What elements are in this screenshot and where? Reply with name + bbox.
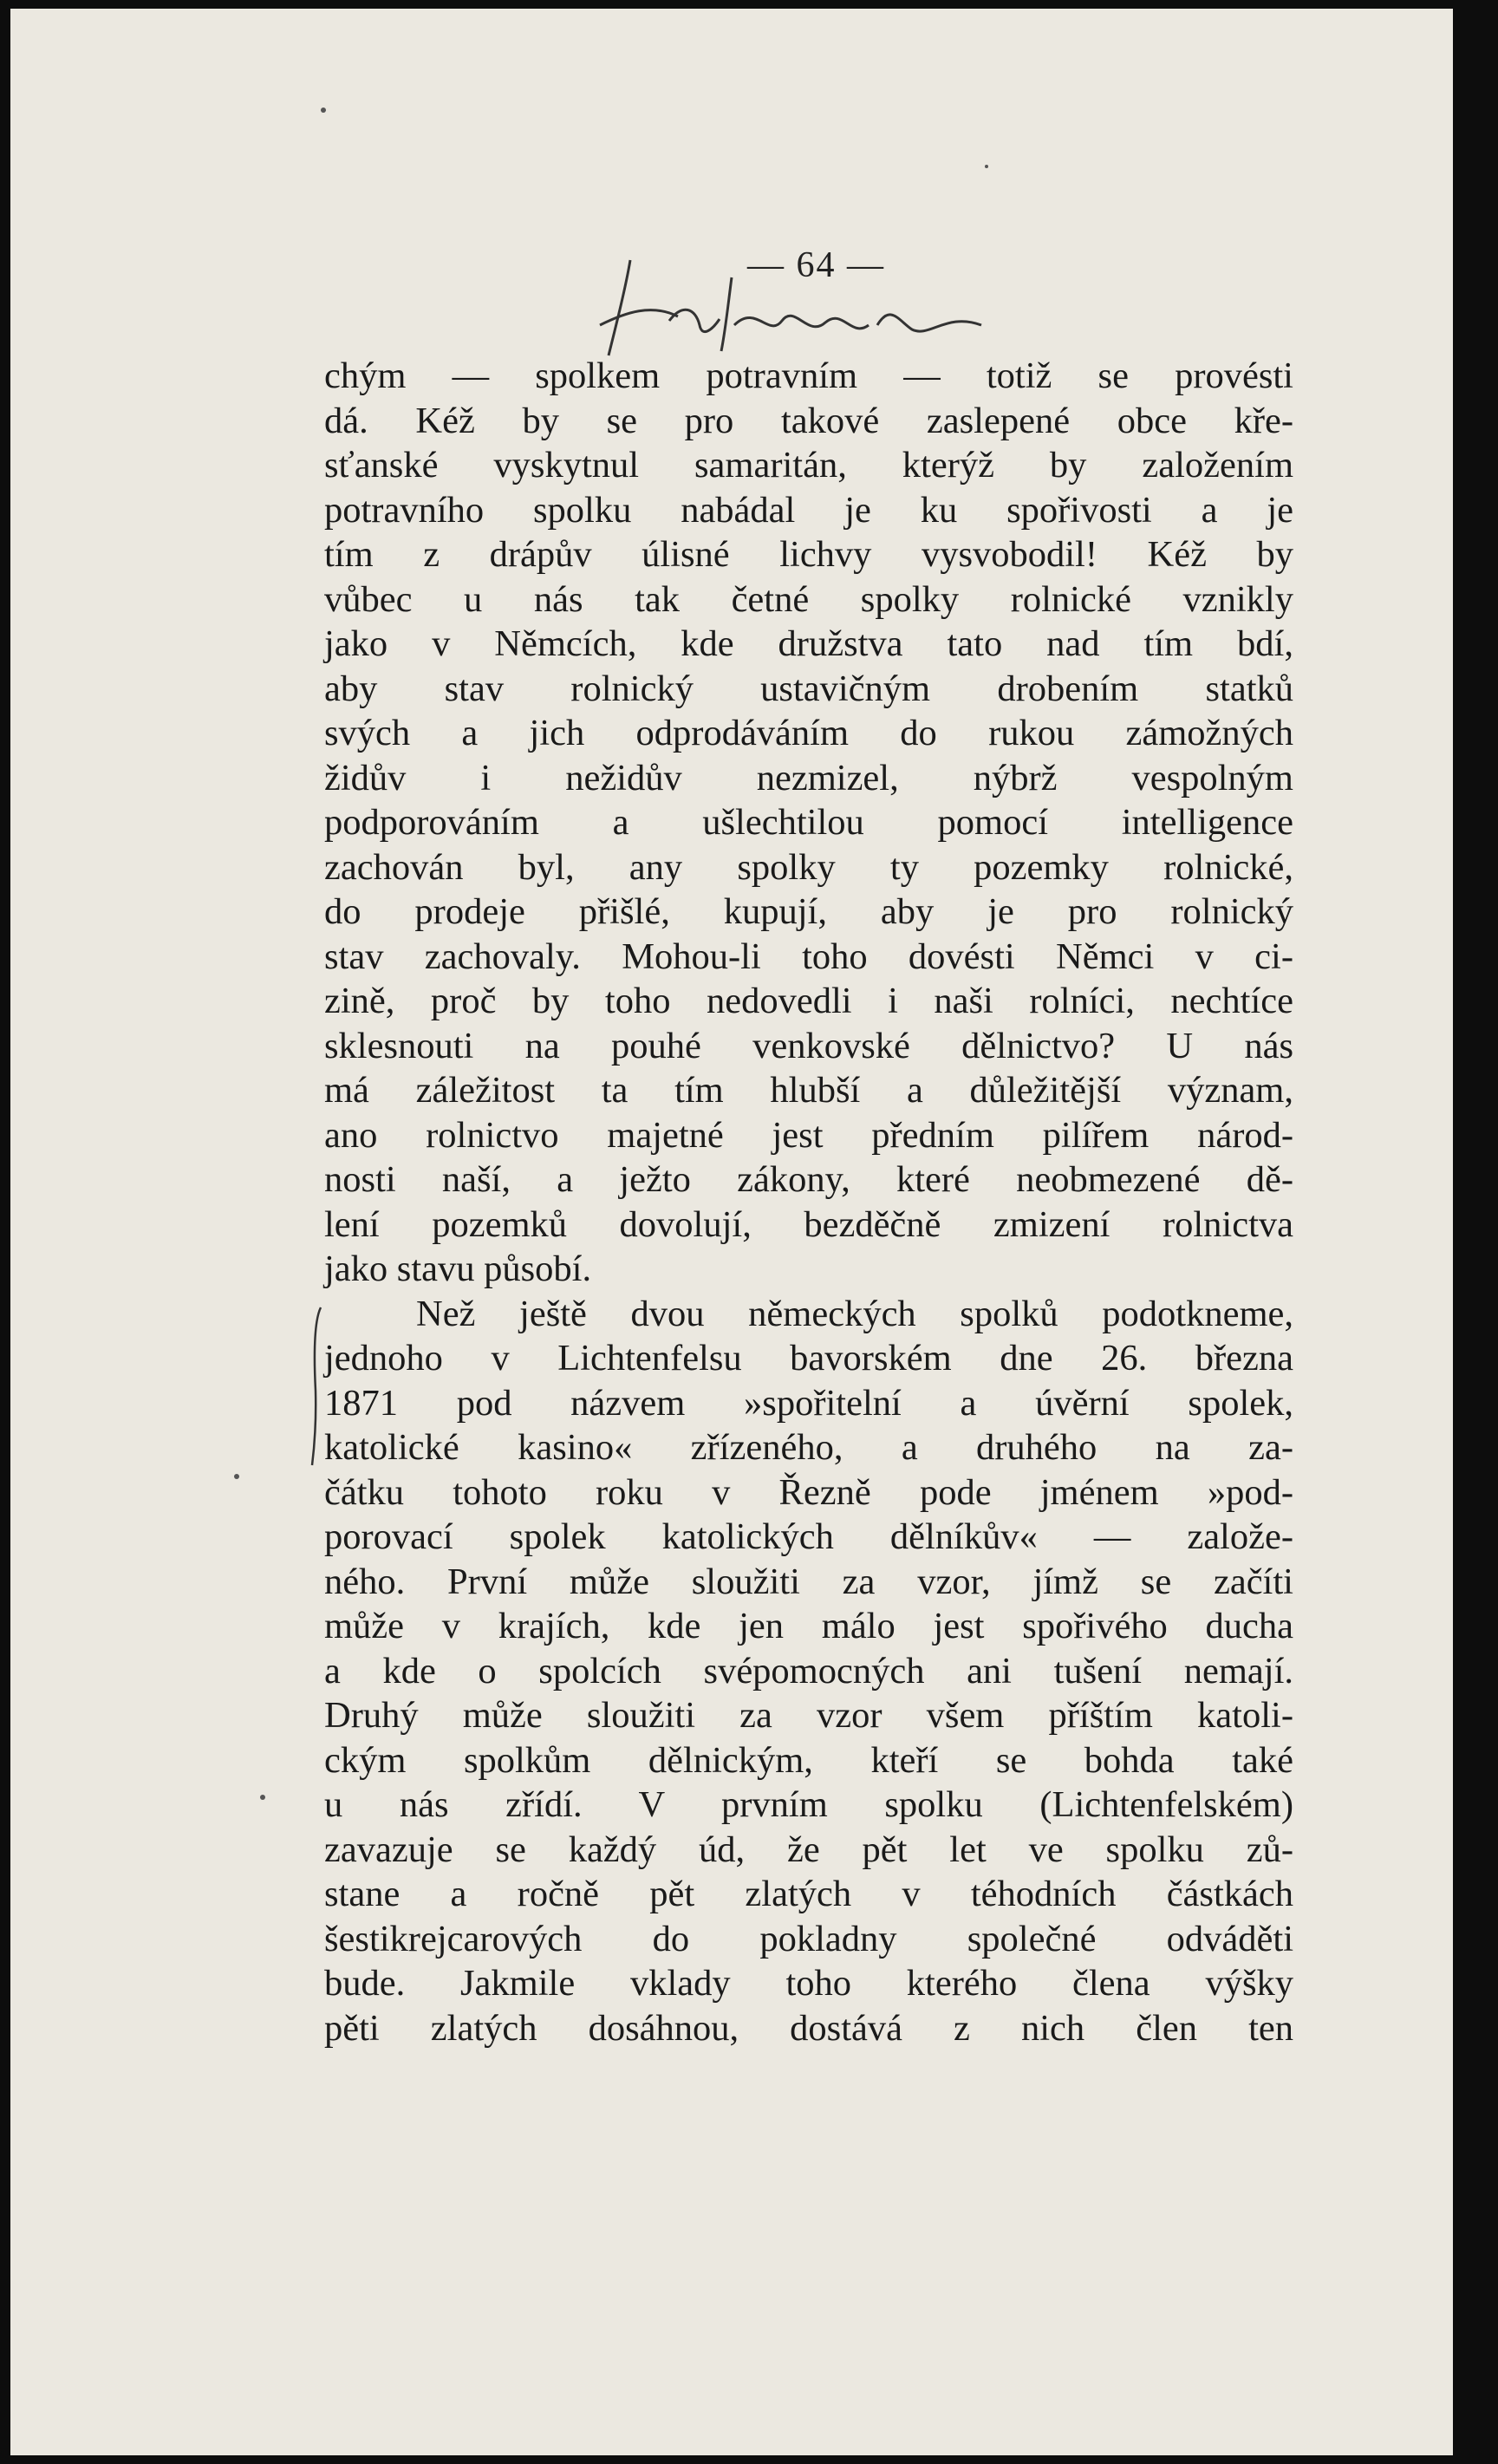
text-line: u nás zřídí. V prvním spolku (Lichtenfelském)	[324, 1784, 1293, 1825]
text-line: svých a jich odprodáváním do rukou zámožných	[324, 713, 1293, 753]
text-line: zavazuje se každý úd, že pět let ve spolku zů-	[324, 1828, 1293, 1870]
text-line: zině, proč by toho nedovedli i naši rolníci, nechtíce	[324, 981, 1293, 1021]
book-page	[10, 9, 1475, 2455]
text-line: jako v Němcích, kde družstva tato nad tím bdí,	[324, 623, 1293, 664]
speck	[234, 1474, 239, 1479]
text-line: tím z drápův úlisné lichvy vysvobodil! Kéž by	[324, 534, 1293, 575]
text-line: chým — spolkem potravním — totiž se provésti	[324, 355, 1293, 396]
text-line: ano rolnictvo majetné jest předním pilířem národ-	[324, 1114, 1293, 1156]
text-line: a kde o spolcích svépomocných ani tušení nemají.	[324, 1650, 1293, 1692]
text-line: porovací spolek katolických dělníkův« — založe-	[324, 1516, 1293, 1557]
text-line: katolické kasino« zřízeného, a druhého na za-	[324, 1427, 1293, 1468]
text-line: může v krajích, kde jen málo jest spořivého ducha	[324, 1606, 1293, 1646]
text-line: čátku tohoto roku v Řezně pode jménem »pod-	[324, 1471, 1293, 1513]
speck	[321, 108, 326, 113]
page-number: — 64 —	[747, 245, 885, 285]
text-line: nosti naší, a ježto zákony, které neobmezené dě-	[324, 1159, 1293, 1200]
scan-edge	[1453, 9, 1475, 2455]
text-line: bude. Jakmile vklady toho kterého člena výšky	[324, 1963, 1293, 2004]
text-line: šestikrejcarových do pokladny společné odváděti	[324, 1918, 1293, 1959]
speck	[260, 1795, 265, 1800]
text-line: Druhý může sloužiti za vzor všem příštím katoli-	[324, 1695, 1293, 1736]
text-line: sklesnouti na pouhé venkovské dělnictvo? U nás	[324, 1025, 1293, 1066]
speck	[985, 165, 988, 168]
text-line: aby stav rolnický ustavičným drobením statků	[324, 668, 1293, 709]
text-line: vůbec u nás tak četné spolky rolnické vznikly	[324, 578, 1293, 620]
text-line: podporováním a ušlechtilou pomocí intelligence	[324, 802, 1293, 843]
text-line: stav zachovaly. Mohou-li toho dovésti Němci v ci-	[324, 935, 1293, 977]
text-line: Než ještě dvou německých spolků podotkneme,	[416, 1293, 1293, 1334]
text-line: zachován byl, any spolky ty pozemky rolnické,	[324, 846, 1293, 888]
text-line: potravního spolku nabádal je ku spořivosti a je	[324, 489, 1293, 531]
text-line: 1871 pod názvem »spořitelní a úvěrní spolek,	[324, 1382, 1293, 1424]
text-line: sťanské vyskytnul samaritán, kterýž by založením	[324, 445, 1293, 486]
text-line: židův i nežidův nezmizel, nýbrž vespolným	[324, 757, 1293, 799]
text-line: jako stavu působí.	[324, 1248, 592, 1289]
text-line: pěti zlatých dosáhnou, dostává z nich člen ten	[324, 2007, 1293, 2049]
text-line: má záležitost ta tím hlubší a důležitější význam,	[324, 1070, 1293, 1111]
text-line: do prodeje přišlé, kupují, aby je pro rolnický	[324, 891, 1293, 932]
text-line: lení pozemků dovolují, bezděčně zmizení rolnictva	[324, 1203, 1293, 1245]
text-line: ného. První může sloužiti za vzor, jímž se začíti	[324, 1561, 1293, 1602]
text-line: ckým spolkům dělnickým, kteří se bohda také	[324, 1739, 1293, 1781]
text-line: stane a ročně pět zlatých v téhodních částkách	[324, 1874, 1293, 1914]
paragraph-1	[324, 354, 1293, 1292]
margin-bracket-icon	[309, 1304, 324, 1469]
paragraph-2	[324, 1292, 1293, 2051]
text-line: dá. Kéž by se pro takové zaslepené obce kře-	[324, 400, 1293, 441]
text-line: jednoho v Lichtenfelsu bavorském dne 26. března	[324, 1338, 1293, 1379]
body-text	[324, 354, 1293, 2050]
